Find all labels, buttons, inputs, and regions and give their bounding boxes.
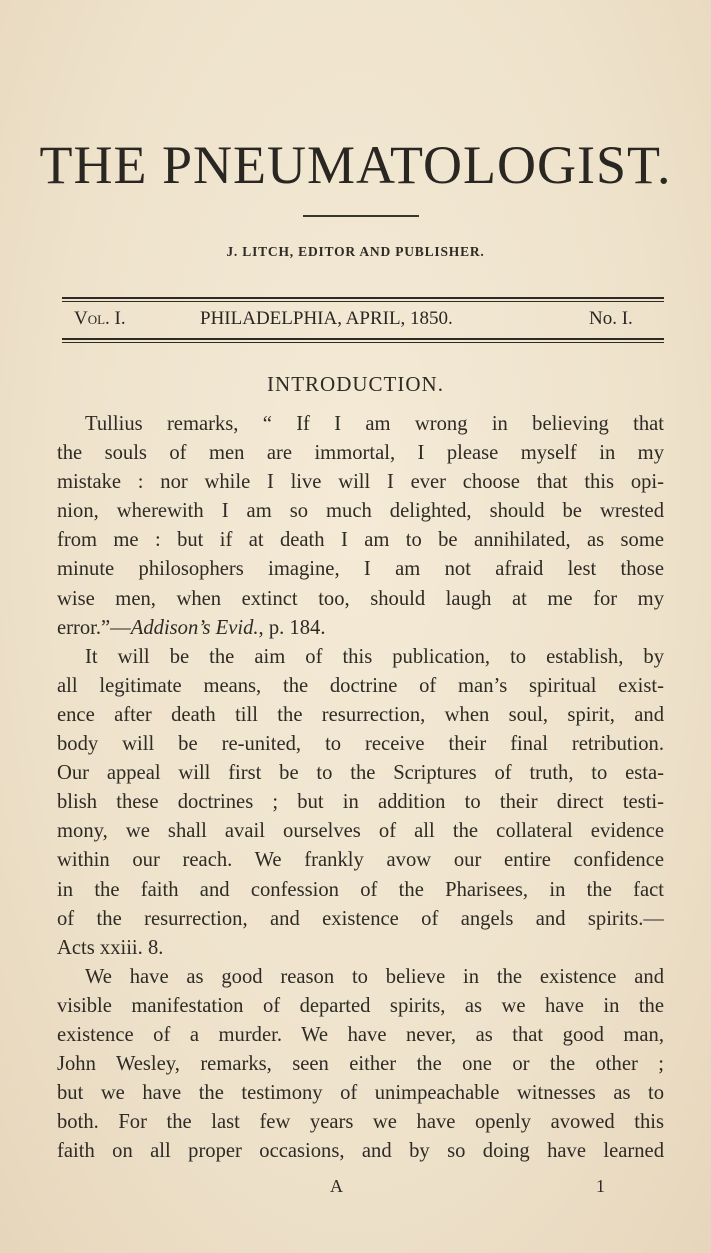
citation-source: Addison’s Evid. (130, 616, 259, 639)
page-footer (0, 1176, 711, 1200)
text-line: mony, we shall avail ourselves of all the collateral evidence (57, 820, 664, 843)
text-line: visible manifestation of departed spirits, as we have in the (57, 994, 664, 1017)
text-line: blish these doctrines ; but in addition to their direct testi- (57, 791, 664, 814)
text-line: It will be the aim of this publication, to establish, by (85, 645, 664, 668)
page-number: 1 (596, 1176, 605, 1196)
citation-pre: error.”— (57, 616, 131, 639)
editor-line: J. LITCH, EDITOR AND PUBLISHER. (226, 244, 485, 259)
text-line: faith on all proper occasions, and by so doing have learned (57, 1140, 664, 1163)
text-line: the souls of men are immortal, I please myself in my (57, 442, 664, 465)
text-line: existence of a murder. We have never, as that good man, (57, 1023, 664, 1046)
text-line: nion, wherewith I am so much delighted, should be wrested (57, 500, 664, 523)
citation-line (57, 614, 664, 643)
journal-title: THE PNEUMATOLOGIST. (39, 135, 672, 195)
masthead-rule-top (62, 297, 664, 299)
issue-number: No. I. (589, 308, 633, 329)
citation-post: , p. 184. (258, 616, 326, 639)
text-line: in the faith and confession of the Pharisees, in the fact (57, 878, 664, 901)
masthead-rule-bottom (62, 338, 664, 340)
masthead-rule-bottom-thin (62, 342, 664, 343)
masthead-rule-top-thin (62, 301, 664, 302)
signature-mark: A (330, 1176, 343, 1196)
text-line: Acts xxiii. 8. (57, 936, 164, 959)
text-line: within our reach. We frankly avow our entire confidence (57, 849, 664, 872)
article-body (57, 410, 664, 1166)
volume-label: Vol. I. (74, 308, 126, 329)
text-line: mistake : nor while I live will I ever choose that this opi- (57, 471, 664, 494)
text-line: minute philosophers imagine, I am not afraid lest those (57, 558, 664, 581)
text-line: John Wesley, remarks, seen either the one or the other ; (57, 1053, 664, 1076)
text-line: body will be re-united, to receive their final retribution. (57, 733, 664, 756)
text-line: of the resurrection, and existence of angels and spirits.— (57, 907, 664, 930)
text-line: wise men, when extinct too, should laugh at me for my (57, 587, 664, 610)
text-line: ence after death till the resurrection, when soul, spirit, and (57, 703, 664, 726)
text-line: Our appeal will first be to the Scriptures of truth, to esta- (57, 762, 664, 785)
title-rule (303, 215, 419, 217)
text-line: both. For the last few years we have openly avowed this (57, 1111, 664, 1134)
text-line: from me : but if at death I am to be annihilated, as some (57, 529, 664, 552)
place-date: PHILADELPHIA, APRIL, 1850. (200, 308, 453, 329)
text-line: We have as good reason to believe in the existence and (85, 965, 664, 988)
section-heading: INTRODUCTION. (267, 372, 444, 396)
masthead (74, 308, 658, 336)
text-line: Tullius remarks, “ If I am wrong in believing that (85, 413, 664, 435)
text-line: but we have the testimony of unimpeachable witnesses as to (57, 1082, 664, 1105)
text-line: all legitimate means, the doctrine of man’s spiritual exist- (57, 674, 664, 697)
